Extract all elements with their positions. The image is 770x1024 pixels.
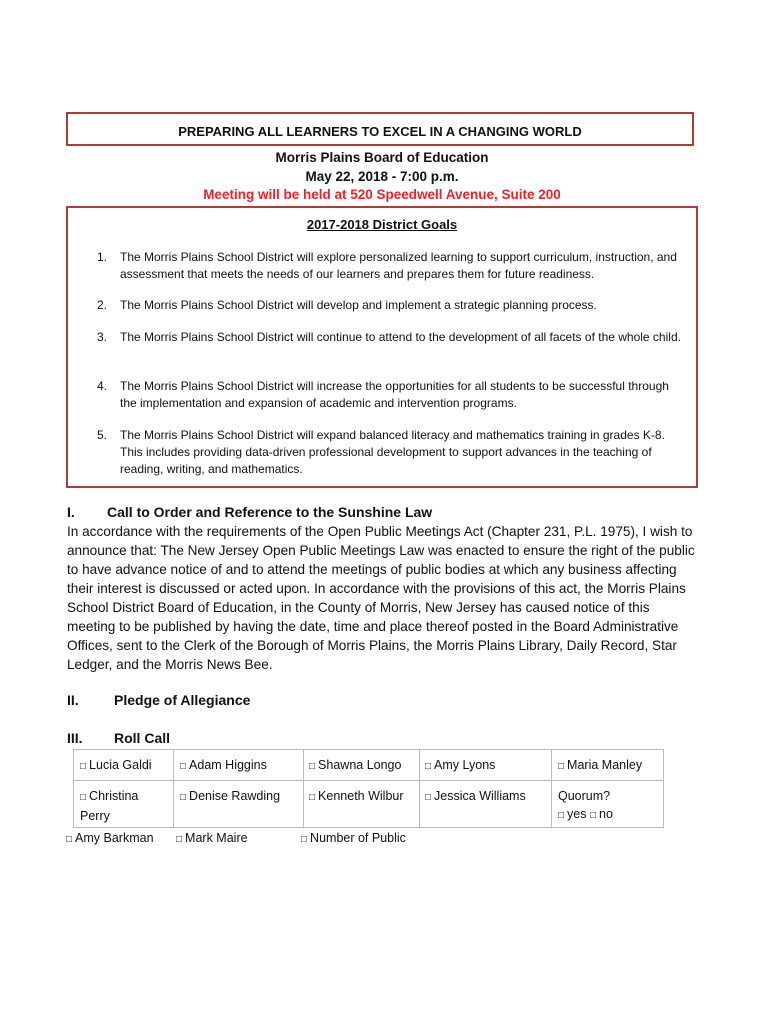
- board-name: Morris Plains Board of Education: [275, 150, 489, 165]
- goal-text: The Morris Plains School District will increase the opportunities for all students to be successful through the implementation and expansion of academic and intervention programs.: [120, 379, 669, 410]
- checkbox-icon[interactable]: □: [180, 792, 187, 803]
- goal-number: 2.: [97, 298, 108, 312]
- member-checkbox[interactable]: [425, 756, 495, 776]
- quorum-yes-checkbox[interactable]: □: [558, 810, 565, 821]
- goal-text: The Morris Plains School District will explore personalized learning to support curriculum, instruction, and assessment that meets the needs of our learners and prepares them for future readiness.: [120, 250, 677, 281]
- quorum-label: Quorum?: [558, 789, 611, 803]
- section-number: I.: [67, 504, 75, 520]
- checkbox-icon[interactable]: □: [66, 834, 73, 845]
- section-title-pledge: Pledge of Allegiance: [114, 692, 251, 708]
- member-checkbox[interactable]: [176, 829, 248, 849]
- section-title-roll-call: Roll Call: [114, 730, 171, 746]
- member-name-line2: Perry: [80, 809, 110, 823]
- meeting-location: Meeting will be held at 520 Speedwell Avenue, Suite 200: [203, 187, 561, 202]
- public-count-checkbox[interactable]: [301, 829, 406, 849]
- member-name: Jessica Williams: [434, 789, 526, 803]
- member-name: Adam Higgins: [189, 758, 267, 772]
- checkbox-icon[interactable]: □: [425, 761, 432, 772]
- section-title-call-to-order: Call to Order and Reference to the Sunshine Law: [107, 504, 433, 520]
- checkbox-icon[interactable]: □: [80, 761, 87, 772]
- checkbox-icon[interactable]: □: [558, 761, 565, 772]
- goal-number: 3.: [97, 330, 108, 344]
- quorum-no-label: no: [599, 807, 613, 821]
- goal-number: 5.: [97, 428, 108, 442]
- mission-title: PREPARING ALL LEARNERS TO EXCEL IN A CHANGING WORLD: [178, 124, 582, 139]
- member-checkbox[interactable]: [66, 829, 154, 849]
- member-checkbox[interactable]: [180, 787, 280, 807]
- member-name: Lucia Galdi: [89, 758, 152, 772]
- goal-text: The Morris Plains School District will develop and implement a strategic planning process.: [120, 298, 597, 312]
- member-name: Maria Manley: [567, 758, 643, 772]
- member-name: Denise Rawding: [189, 789, 281, 803]
- member-name: Mark Maire: [185, 831, 248, 845]
- checkbox-icon[interactable]: □: [80, 792, 87, 803]
- quorum-cell: [558, 787, 613, 825]
- member-checkbox[interactable]: [80, 787, 138, 825]
- checkbox-icon[interactable]: □: [309, 761, 316, 772]
- member-checkbox[interactable]: [309, 787, 404, 807]
- sunshine-law-paragraph: In accordance with the requirements of the Open Public Meetings Act (Chapter 231, P.L. 1975), I wish to announce that: The New Jersey Open Public Meetings Law was enacted to ensure the right of the public to have advance notice of and to attend the meetings of public bodies at which any business affecting their interest is discussed or acted upon. In accordance with the provisions of this act, the Morris Plains School District Board of Education, in the County of Morris, New Jersey has caused notice of this meeting to be published by having the date, time and place thereof posted in the Board Administrative Offices, sent to the Clerk of the Borough of Morris Plains, the Morris Plains Library, Daily Record, Star Ledger, and the Morris News Bee.: [67, 524, 695, 672]
- goal-text: The Morris Plains School District will expand balanced literacy and mathematics training in grades K-8. This includes providing data-driven professional development to support advances in the teaching of reading, writing, and mathematics.: [120, 428, 665, 476]
- goal-text: The Morris Plains School District will continue to attend to the development of all facets of the whole child.: [120, 330, 681, 344]
- member-name: Amy Lyons: [434, 758, 496, 772]
- goal-number: 4.: [97, 379, 108, 393]
- member-name: Amy Barkman: [75, 831, 154, 845]
- member-checkbox[interactable]: [180, 756, 267, 776]
- goal-number: 1.: [97, 250, 108, 264]
- checkbox-icon[interactable]: □: [309, 792, 316, 803]
- meeting-date: May 22, 2018 - 7:00 p.m.: [305, 169, 459, 184]
- goals-title: 2017-2018 District Goals: [306, 217, 458, 232]
- member-name: Kenneth Wilbur: [318, 789, 404, 803]
- public-count-label: Number of Public: [310, 831, 406, 845]
- member-checkbox[interactable]: [558, 756, 642, 776]
- quorum-no-checkbox[interactable]: □: [589, 810, 597, 821]
- member-checkbox[interactable]: [425, 787, 526, 807]
- member-checkbox[interactable]: [80, 756, 152, 776]
- checkbox-icon[interactable]: □: [176, 834, 183, 845]
- checkbox-icon[interactable]: □: [180, 761, 187, 772]
- district-goals-box: [66, 206, 698, 488]
- member-name: Christina: [89, 789, 139, 803]
- checkbox-icon[interactable]: □: [301, 834, 308, 845]
- section-number: III.: [67, 730, 83, 746]
- section-number: II.: [67, 692, 79, 708]
- checkbox-icon[interactable]: □: [425, 792, 432, 803]
- member-checkbox[interactable]: [309, 756, 401, 776]
- member-name: Shawna Longo: [318, 758, 402, 772]
- quorum-yes-label: yes: [567, 807, 587, 821]
- mission-banner: [66, 112, 694, 146]
